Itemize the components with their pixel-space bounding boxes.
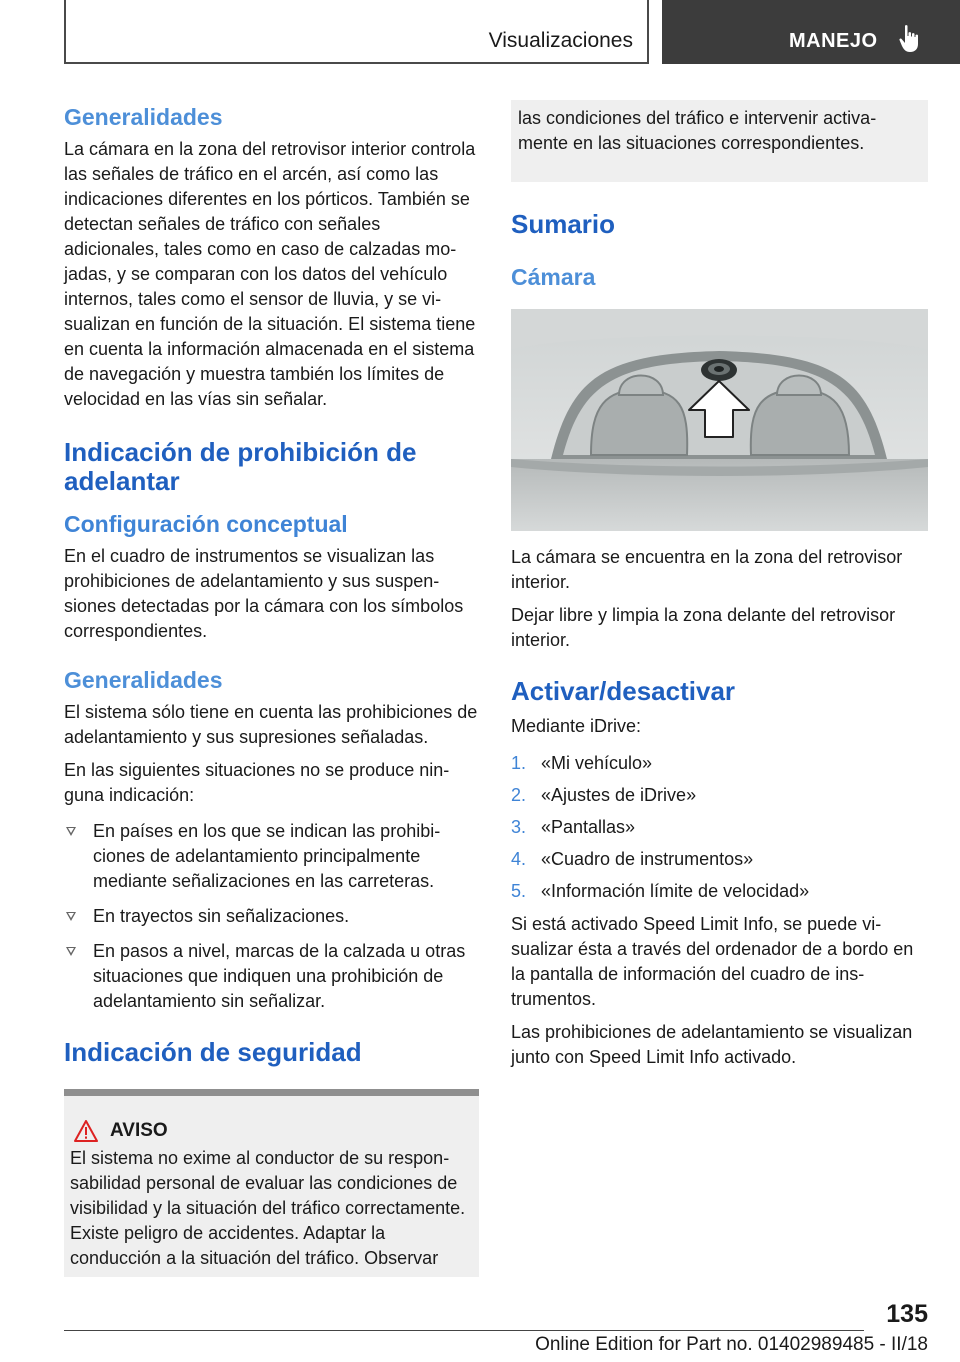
heading-generalidades-2: Generalidades xyxy=(64,667,223,693)
triangle-bullet-icon xyxy=(66,912,76,921)
list-item: En trayectos sin señalizaciones. xyxy=(64,904,479,929)
triangle-bullet-icon xyxy=(66,827,76,836)
list-item: 3. «Pantallas» xyxy=(511,817,636,837)
right-column xyxy=(511,100,928,1070)
section-title: Visualizaciones xyxy=(488,29,633,52)
heading-activate: Activar/desactivar xyxy=(511,676,736,706)
paragraph-situations: En las siguientes situaciones no se produce ninguna indicación: xyxy=(64,760,450,805)
list-item: 2. «Ajustes de iDrive» xyxy=(511,785,697,805)
paragraph-speed-limit-info: Si está activado Speed Limit Info, se puede visualizar ésta a través del ordenador de a bordo en la pantalla de información del cuadro de instrumentos. xyxy=(511,914,914,1009)
paragraph-system: El sistema sólo tiene en cuenta las prohibiciones de adelantamiento y sus supresiones señaladas. xyxy=(64,702,478,747)
heading-sumario: Sumario xyxy=(511,209,616,239)
footer-edition: Online Edition for Part no. 01402989485 - II/18 xyxy=(535,1334,928,1355)
list-item: En pasos a nivel, marcas de la calzada u otras situaciones que indiquen una prohibición de adelantamiento sin señalizar. xyxy=(64,939,479,1014)
idrive-steps-list xyxy=(511,751,928,904)
left-column xyxy=(64,100,479,1277)
list-item: 4. «Cuadro de instrumentos» xyxy=(511,849,754,869)
header-section-tab xyxy=(64,0,649,64)
heading-safety: Indicación de seguridad xyxy=(64,1037,362,1067)
paragraph-camera-location: La cámara se encuentra en la zona del retrovisor interior. xyxy=(511,547,903,592)
list-item: 1. «Mi vehículo» xyxy=(511,753,653,773)
warning-box xyxy=(64,1089,479,1277)
paragraph-keep-clean: Dejar libre y limpia la zona delante del retrovisor interior. xyxy=(511,605,896,650)
chapter-title: MANEJO xyxy=(789,30,878,52)
warning-continuation-text: las condiciones del tráfico e intervenir activamente en las situaciones correspondientes. xyxy=(518,108,877,153)
paragraph-concept: En el cuadro de instrumentos se visualizan las prohibiciones de adelantamiento y sus suspensiones detectadas por la cámara con los símbolos correspondientes. xyxy=(64,546,464,641)
warning-title: AVISO xyxy=(74,1118,473,1144)
warning-continuation-box xyxy=(511,100,928,182)
page-number: 135 xyxy=(886,1300,928,1328)
paragraph-no-overtaking-display: Las prohibiciones de adelantamiento se visualizan junto con Speed Limit Info activado. xyxy=(511,1022,913,1067)
footer-divider xyxy=(64,1330,864,1331)
camera-location-image xyxy=(511,309,928,531)
warning-triangle-icon xyxy=(74,1120,98,1142)
hand-pointer-icon xyxy=(898,24,922,54)
heading-concept: Configuración conceptual xyxy=(64,511,348,537)
list-item: 5. «Información límite de velocidad» xyxy=(511,881,810,901)
triangle-bullet-icon xyxy=(66,947,76,956)
list-item: En países en los que se indican las prohibiciones de adelantamiento principalmente mediante señalizaciones en las carreteras. xyxy=(64,819,479,894)
paragraph-intro: La cámara en la zona del retrovisor interior controla las señales de tráfico en el arcén, así como las indicaciones diferentes en los pórticos. También se detectan señales de tráfico con señales adicionales, tales como en caso de calzadas mojadas, y se comparan con los datos del vehículo internos, tales como el sensor de lluvia, y se visualizan en función de la situación. El sistema tiene en cuenta la información almacenada en el sistema de navegación y muestra también los límites de velocidad en las vías sin señalar. xyxy=(64,139,476,409)
heading-no-overtaking: Indicación de prohibición de adelantar xyxy=(64,437,417,496)
header-chapter-tab xyxy=(662,0,960,64)
warning-text: El sistema no exime al conductor de su responsabilidad personal de evaluar las condiciones de visibilidad y la situación del tráfico correctamente. Existe peligro de accidentes. Adaptar la conducción a la situación del tráfico. Observar xyxy=(70,1148,466,1268)
heading-generalidades: Generalidades xyxy=(64,104,223,130)
situations-list xyxy=(64,819,479,1014)
paragraph-via-idrive: Mediante iDrive: xyxy=(511,716,642,736)
heading-camara: Cámara xyxy=(511,264,596,290)
